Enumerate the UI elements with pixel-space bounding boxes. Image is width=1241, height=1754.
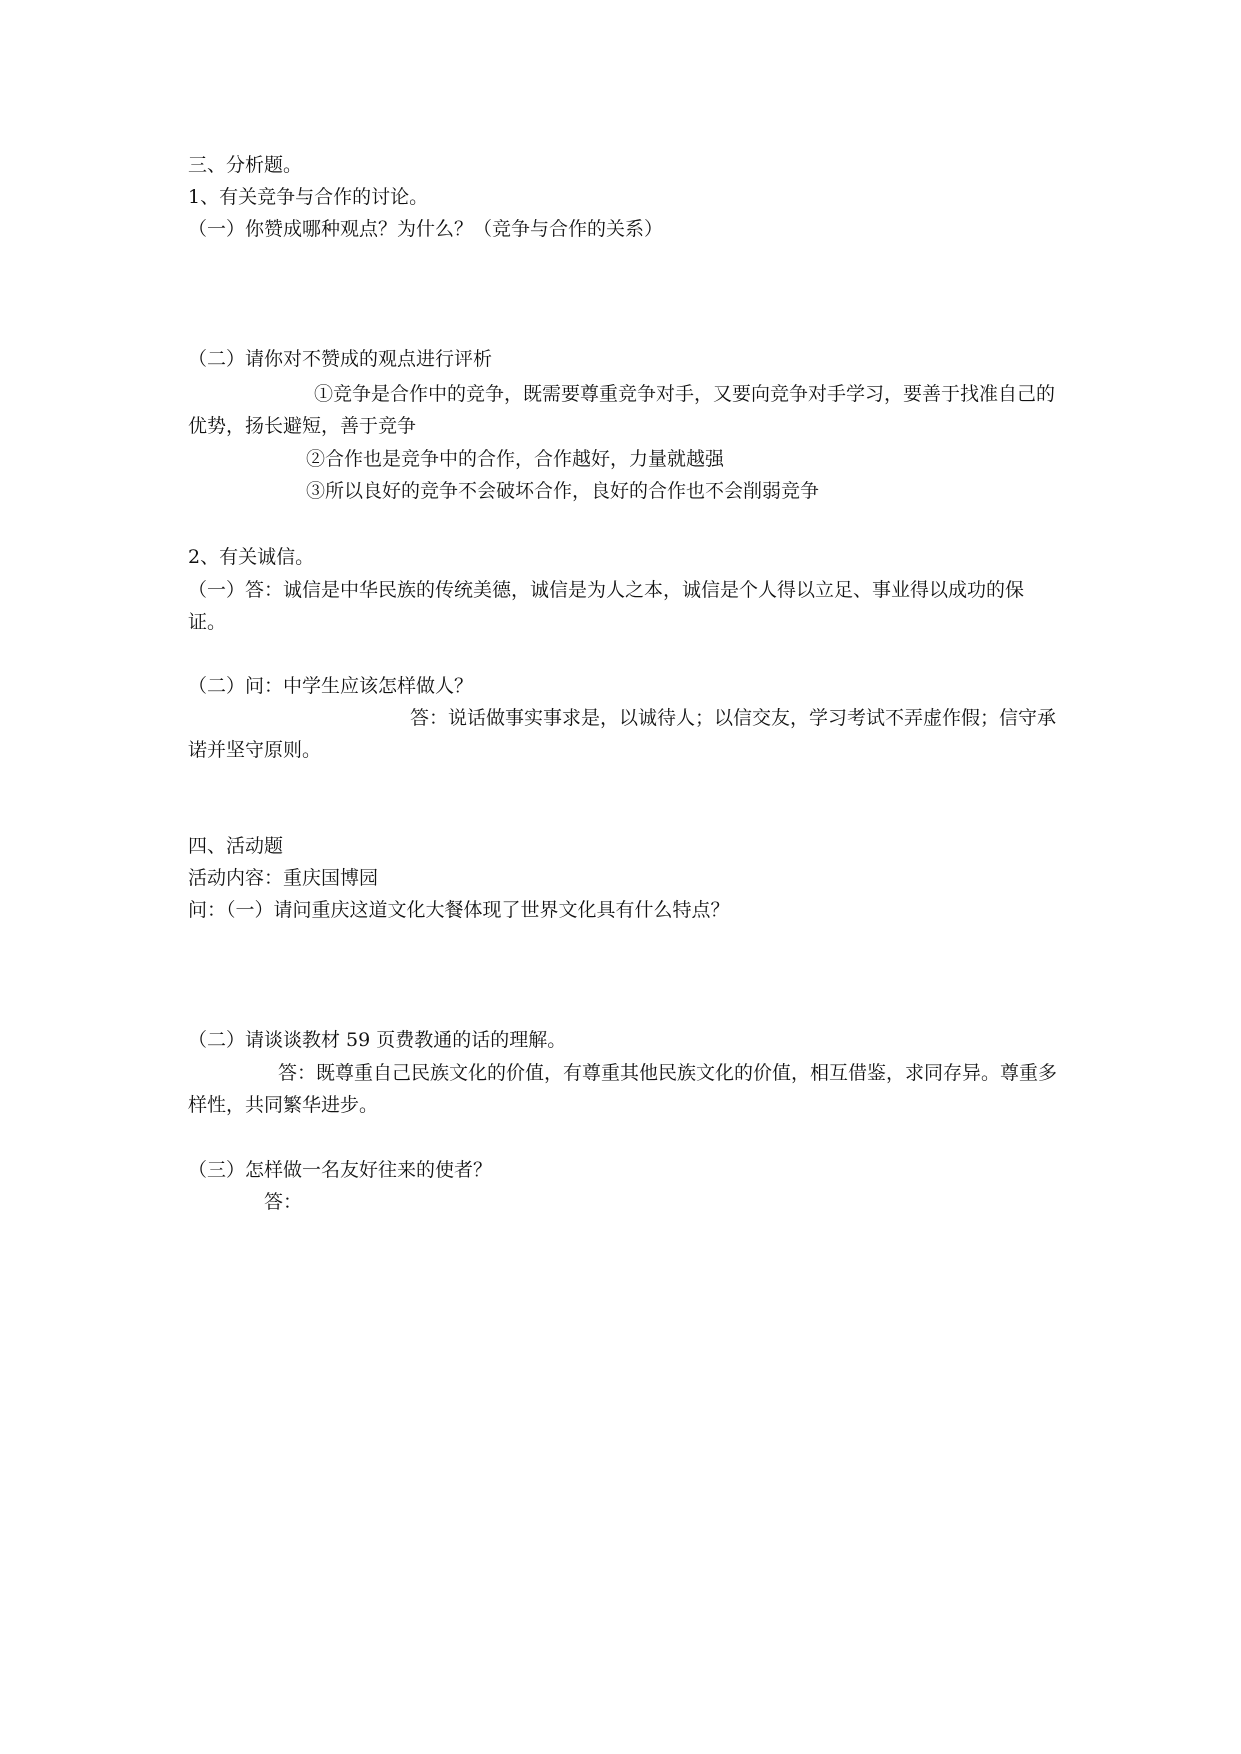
question-2-answer: 答：说话做事实事求是，以诚待人；以信交友，学习考试不弄虚作假；信守承诺并坚守原则。: [188, 707, 1057, 761]
question-2-title: 2、有关诚信。: [188, 546, 315, 568]
question-1-answer-3: ③所以良好的竞争不会破坏合作，良好的合作也不会削弱竞争: [306, 480, 820, 502]
question-1-answer-2: ②合作也是竞争中的合作，合作越好，力量就越强: [306, 448, 725, 470]
question-1-title: 1、有关竞争与合作的讨论。: [188, 186, 429, 208]
section-4-heading: 四、活动题: [188, 835, 284, 857]
section-3-heading: 三、分析题。: [188, 154, 303, 176]
activity-content: 活动内容：重庆国博园: [188, 867, 379, 889]
activity-question-3: （三）怎样做一名友好往来的使者？: [188, 1159, 493, 1181]
activity-question-2: （二）请谈谈教材 59 页费教通的话的理解。: [188, 1029, 567, 1051]
question-2-part-2: （二）问：中学生应该怎样做人？: [188, 675, 474, 697]
activity-question-2-answer: 答：既尊重自己民族文化的价值，有尊重其他民族文化的价值，相互借鉴，求同存异。尊重多样性，共同繁华进步。: [188, 1062, 1058, 1116]
question-1-part-1: （一）你赞成哪种观点？为什么？（竞争与合作的关系）: [188, 218, 664, 240]
question-2-part-1: （一）答：诚信是中华民族的传统美德，诚信是为人之本，诚信是个人得以立足、事业得以成功的保证。: [188, 579, 1025, 633]
activity-question-1: 问：（一）请问重庆这道文化大餐体现了世界文化具有什么特点？: [188, 899, 730, 921]
question-1-answer-1: ①竞争是合作中的竞争，既需要尊重竞争对手，又要向竞争对手学习，要善于找准自己的优势，扬长避短，善于竞争: [188, 383, 1056, 437]
question-1-part-2: （二）请你对不赞成的观点进行评析: [188, 348, 493, 370]
activity-question-3-answer: 答：: [264, 1191, 303, 1213]
